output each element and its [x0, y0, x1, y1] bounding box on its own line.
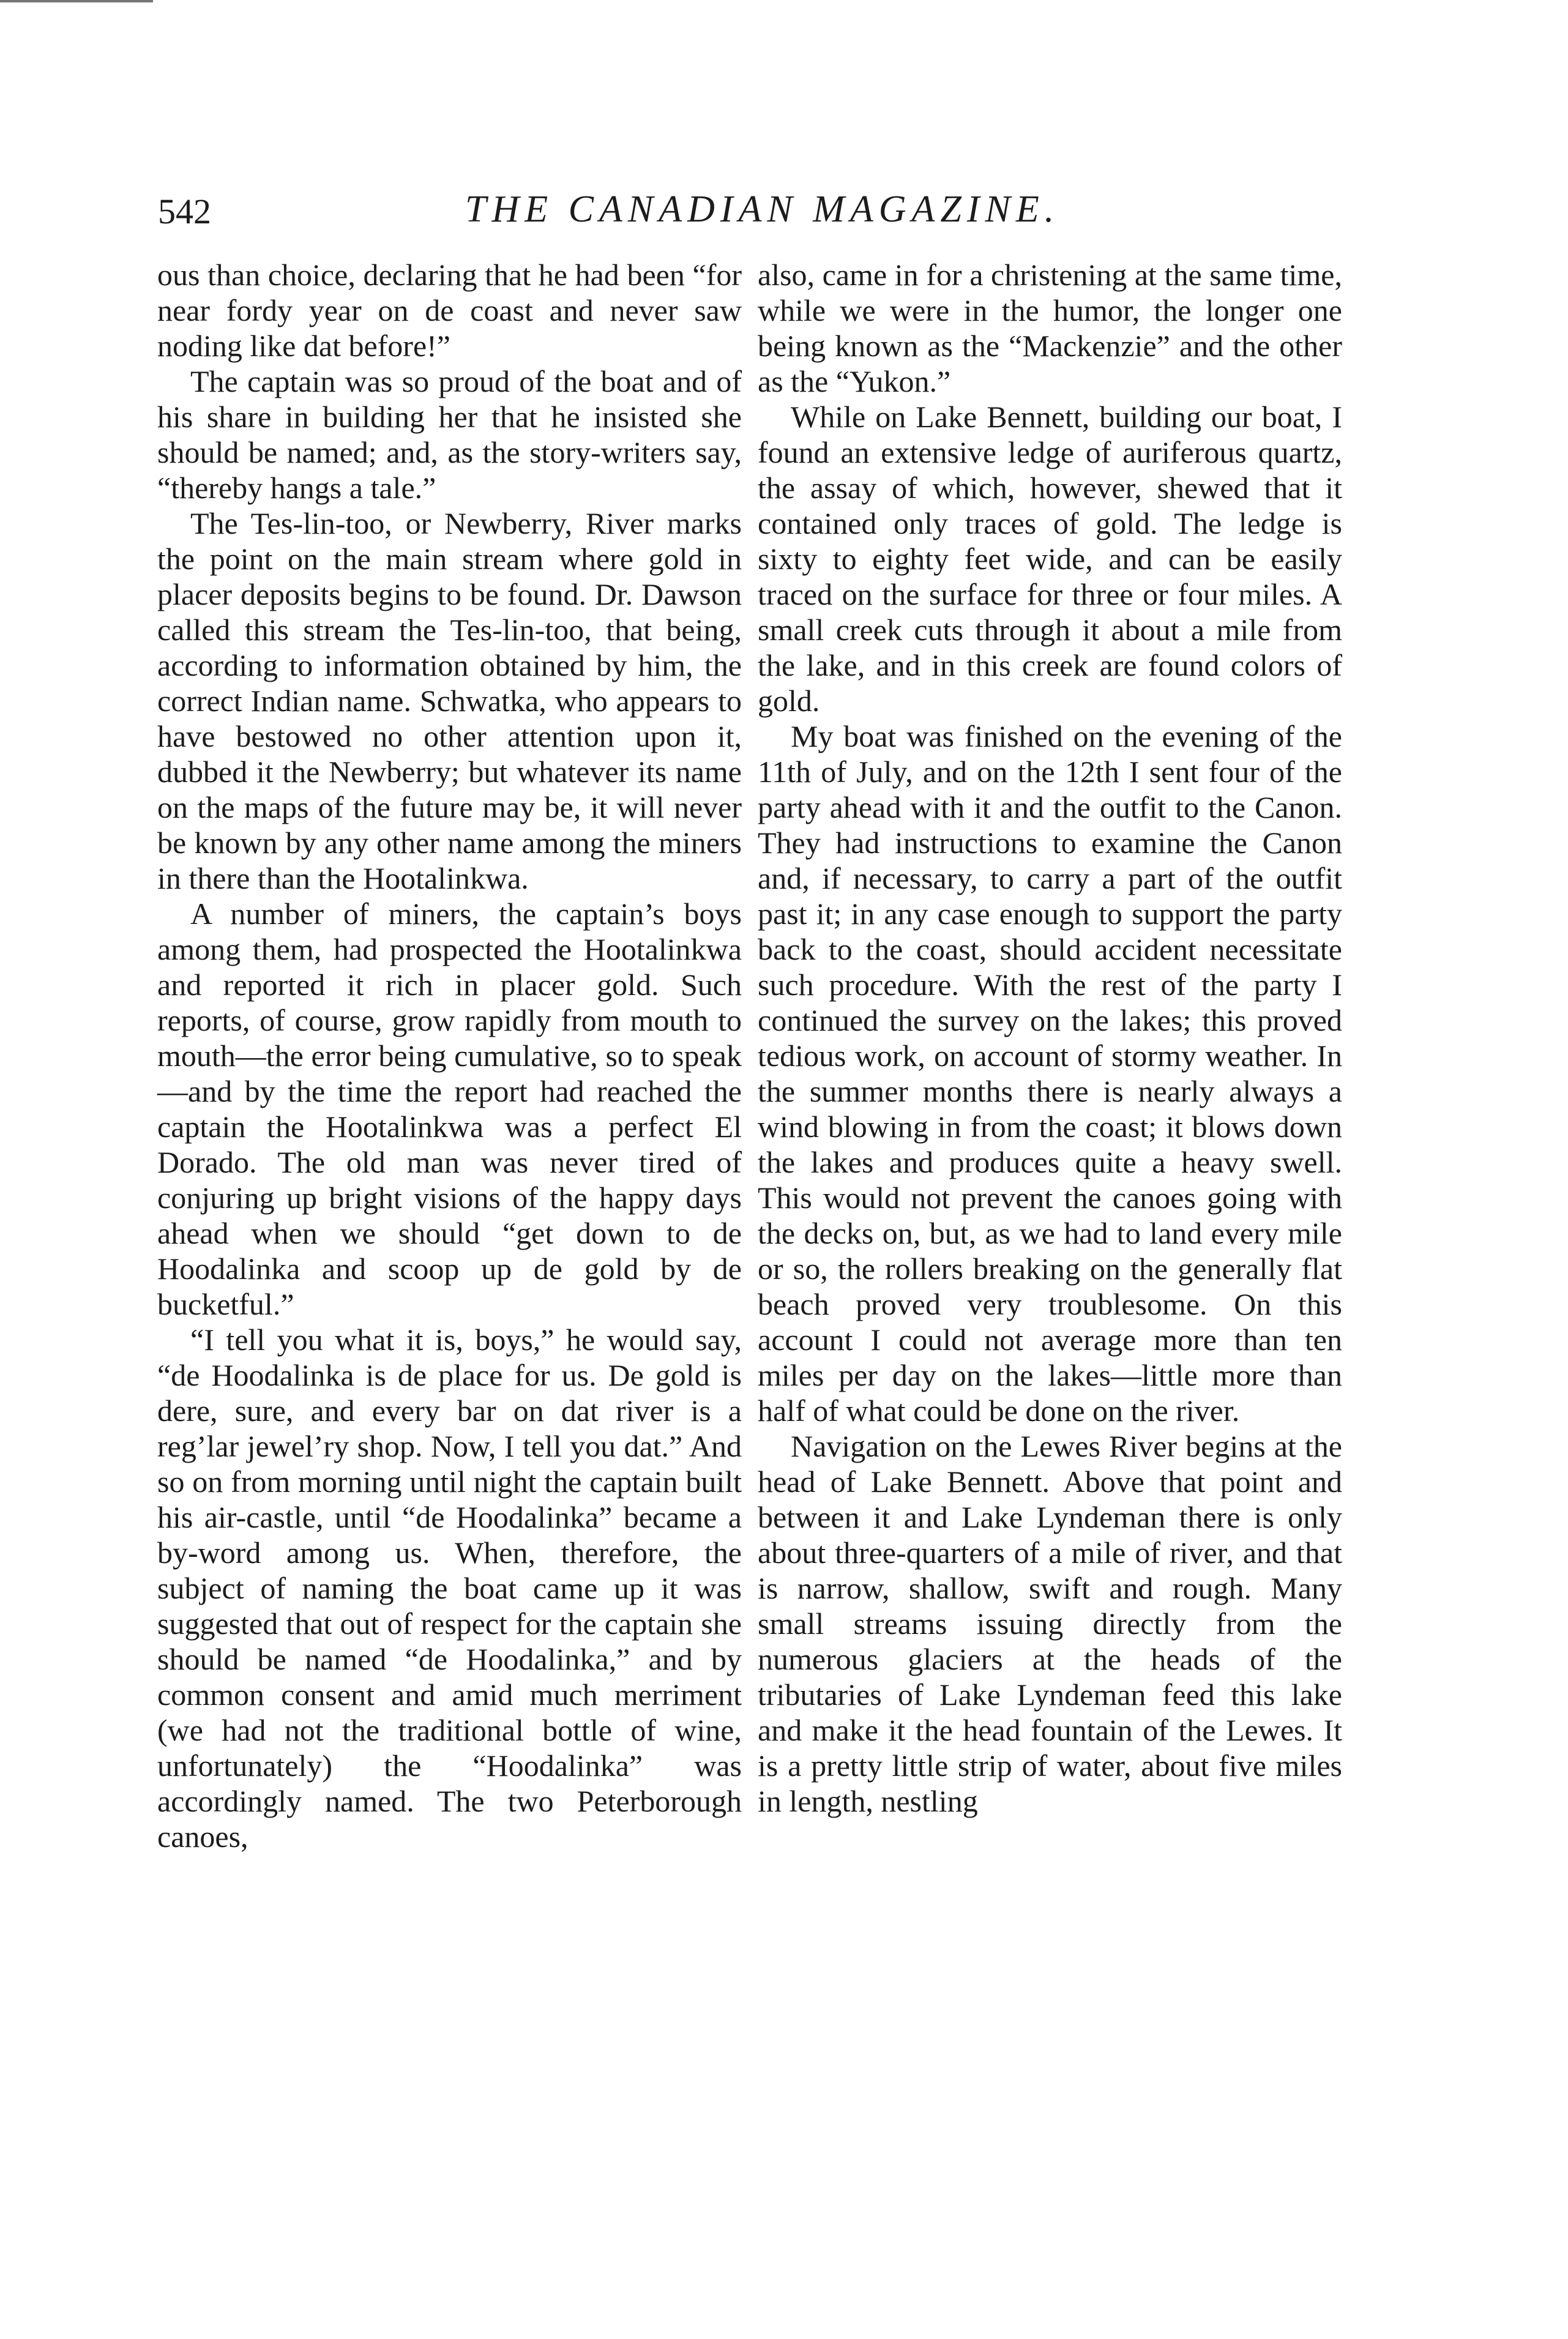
paragraph: My boat was finished on the evening of the 11th of July, and on the 12th I sent four of the party ahead with it and the outfit to the Canon. They had instructions to examine the Canon and, if necessary, to carry a part of the outfit past it; in any case enough to support the party back to the coast, should accident necessitate such procedure. With the rest of the party I continued the survey on the lakes; this proved tedious work, on account of stormy weather. In the summer months there is nearly always a wind blowing in from the coast; it blows down the lakes and produces quite a heavy swell. This would not prevent the canoes going with the decks on, but, as we had to land every mile or so, the rollers breaking on the generally flat beach proved very troublesome. On this account I could not average more than ten miles per day on the lakes—little more than half of what could be done on the river. — [758, 719, 1342, 1428]
paragraph: ous than choice, declaring that he had been “for near fordy year on de coast and never saw noding like dat before!” — [157, 258, 742, 363]
paragraph: The captain was so proud of the boat and of his share in building her that he insisted she should be named; and, as the story-writers say, “thereby hangs a tale.” — [157, 364, 742, 505]
paragraph: also, came in for a christening at the same time, while we were in the humor, the longer one being known as the “Mackenzie” and the other as the “Yukon.” — [758, 258, 1342, 398]
left-column — [157, 257, 742, 1854]
page-number: 542 — [158, 192, 211, 231]
paragraph: While on Lake Bennett, building our boat, I found an extensive ledge of auriferous quartz, the assay of which, however, shewed that it contained only traces of gold. The ledge is sixty to eighty feet wide, and can be easily traced on the surface for three or four miles. A small creek cuts through it about a mile from the lake, and in this creek are found colors of gold. — [758, 400, 1342, 718]
paragraph: A number of miners, the captain’s boys among them, had prospected the Hootalinkwa and reported it rich in placer gold. Such reports, of course, grow rapidly from mouth to mouth—the error being cumulative, so to speak—and by the time the report had reached the captain the Hootalinkwa was a perfect El Dorado. The old man was never tired of conjuring up bright visions of the happy days ahead when we should “get down to de Hoodalinka and scoop up de gold by de bucketful.” — [157, 897, 742, 1321]
right-column — [758, 257, 1342, 1819]
paragraph: Navigation on the Lewes River begins at the head of Lake Bennett. Above that point and between it and Lake Lyndeman there is only about three-quarters of a mile of river, and that is narrow, shallow, swift and rough. Many small streams issuing directly from the numerous glaciers at the heads of the tributaries of Lake Lyndeman feed this lake and make it the head fountain of the Lewes. It is a pretty little strip of water, about five miles in length, nestling — [758, 1429, 1342, 1818]
top-rule — [0, 0, 153, 2]
running-head: THE CANADIAN MAGAZINE. — [465, 188, 1060, 230]
paragraph: “I tell you what it is, boys,” he would say, “de Hoodalinka is de place for us. De gold is dere, sure, and every bar on dat river is a reg’lar jewel’ry shop. Now, I tell you dat.” And so on from morning until night the captain built his air-castle, until “de Hoodalinka” became a by-word among us. When, therefore, the subject of naming the boat came up it was suggested that out of respect for the captain she should be named “de Hoodalinka,” and by common consent and amid much merriment (we had not the traditional bottle of wine, unfortunately) the “Hoodalinka” was accordingly named. The two Peterborough canoes, — [157, 1322, 742, 1854]
paragraph: The Tes-lin-too, or Newberry, River marks the point on the main stream where gold in placer deposits begins to be found. Dr. Dawson called this stream the Tes-lin-too, that being, according to information obtained by him, the correct Indian name. Schwatka, who appears to have bestowed no other attention upon it, dubbed it the Newberry; but whatever its name on the maps of the future may be, it will never be known by any other name among the miners in there than the Hootalinkwa. — [157, 506, 742, 895]
